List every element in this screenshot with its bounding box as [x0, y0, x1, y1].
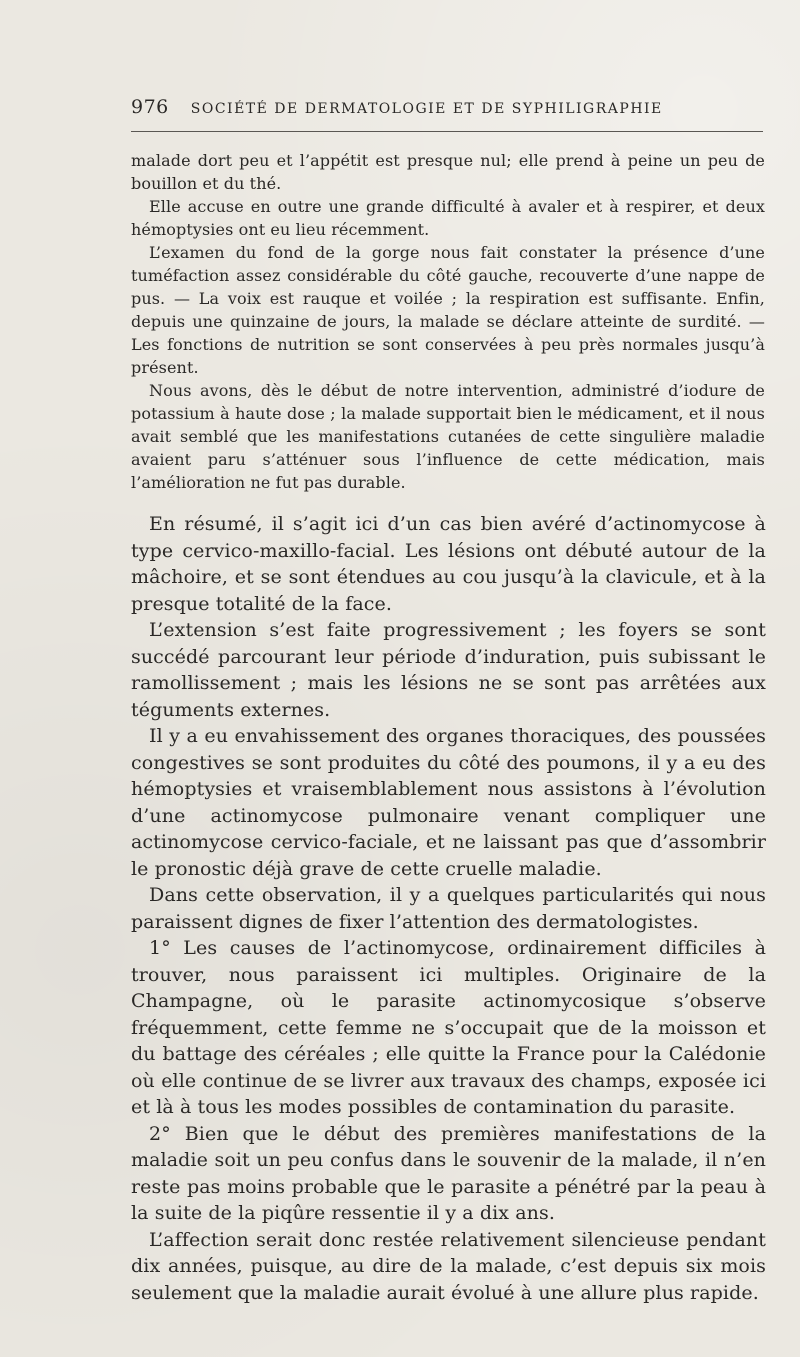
- paragraph: L’extension s’est faite progressivement ; les foyers se sont succédé parcourant leur période d’induration, puis subissant le ramollissement ; mais les lésions ne se sont pas arrêtées aux téguments externes.: [131, 619, 766, 721]
- paragraph: malade dort peu et l’appétit est presque nul; elle prend à peine un peu de bouillon et du thé.: [131, 151, 765, 193]
- paragraph: Nous avons, dès le début de notre intervention, administré d’iodure de potassium à haute dose ; la malade supportait bien le médicament, et il nous avait semblé que les manifestations cutanées de cette singulière maladie avaient paru s’atténuer sous l’influence de cette médication, mais l’amélioration ne fut pas durable.: [131, 381, 765, 492]
- summary-text: [131, 511, 766, 1306]
- page-header: [131, 96, 763, 132]
- page-number: 976: [131, 96, 169, 118]
- paragraph: 2° Bien que le début des premières manifestations de la maladie soit un peu confus dans le souvenir de la malade, il n’en reste pas moins probable que le parasite a pénétré par la peau à la suite de la piqûre ressentie il y a dix ans.: [131, 1122, 766, 1224]
- paragraph: Dans cette observation, il y a quelques particularités qui nous paraissent dignes de fixer l’attention des dermatologistes.: [131, 884, 766, 933]
- paragraph: 1° Les causes de l’actinomycose, ordinairement difficiles à trouver, nous paraissent ici multiples. Originaire de la Champagne, où le parasite actinomycosique s’observe fréquemment, cette femme ne s’occupait que de la moisson et du battage des céréales ; elle quitte la France pour la Calédonie où elle continue de se livrer aux travaux des champs, exposée ici et là à tous les modes possibles de contamination du parasite.: [131, 937, 766, 1118]
- running-head: SOCIÉTÉ DE DERMATOLOGIE ET DE SYPHILIGRAPHIE: [190, 101, 663, 117]
- paragraph: Il y a eu envahissement des organes thoraciques, des poussées congestives se sont produites du côté des poumons, il y a eu des hémoptysies et vraisemblablement nous assistons à l’évolution d’une actinomycose pulmonaire venant compliquer une actinomycose cervico-faciale, et ne laissant pas que d’assombrir le pronostic déjà grave de cette cruelle maladie.: [131, 725, 766, 880]
- paragraph: Elle accuse en outre une grande difficulté à avaler et à respirer, et deux hémoptysies ont eu lieu récemment.: [131, 197, 765, 239]
- paragraph: L’affection serait donc restée relativement silencieuse pendant dix années, puisque, au dire de la malade, c’est depuis six mois seulement que la maladie aurait évolué à une allure plus rapide.: [131, 1228, 766, 1304]
- case-details-text: [131, 149, 765, 494]
- paragraph: En résumé, il s’agit ici d’un cas bien avéré d’actinomycose à type cervico-maxillo-facial. Les lésions ont débuté autour de la mâchoire, et se sont étendues au cou jusqu’à la clavicule, et à la presque totalité de la face.: [131, 513, 766, 615]
- paragraph: L’examen du fond de la gorge nous fait constater la présence d’une tuméfaction assez considérable du côté gauche, recouverte d’une nappe de pus. — La voix est rauque et voilée ; la respiration est suffisante. Enfin, depuis une quinzaine de jours, la malade se déclare atteinte de surdité. — Les fonctions de nutrition se sont conservées à peu près normales jusqu’à présent.: [131, 243, 765, 377]
